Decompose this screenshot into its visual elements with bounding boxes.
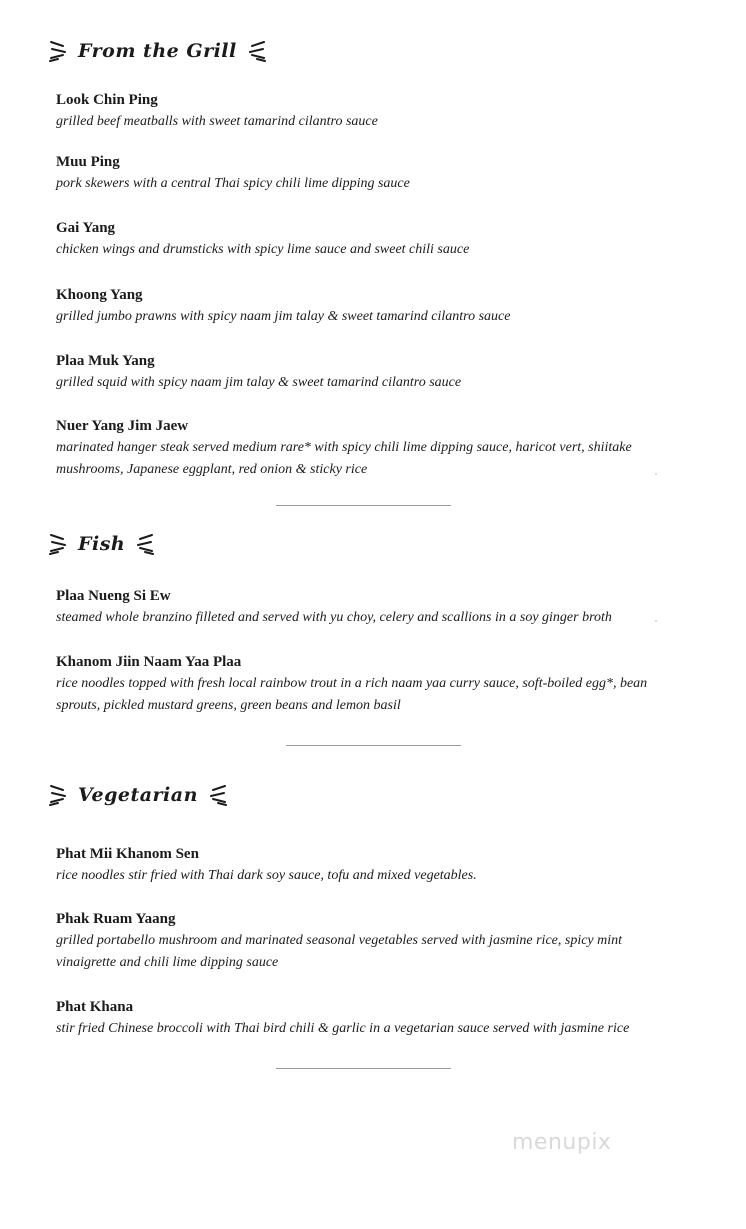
menu-item: [56, 218, 676, 261]
item-name: Muu Ping: [56, 154, 120, 170]
menu-item: [56, 844, 676, 887]
section-title-text: From the Grill: [78, 40, 237, 62]
item-name: Plaa Nueng Si Ew: [56, 588, 171, 604]
left-flourish-icon: [48, 781, 68, 809]
section-divider: [276, 1068, 451, 1069]
section-title-fish: [48, 527, 155, 561]
left-flourish-icon: [48, 37, 68, 65]
item-name: Phak Ruam Yaang: [56, 911, 176, 927]
section-title-text: Vegetarian: [78, 784, 198, 806]
item-name: Khoong Yang: [56, 287, 143, 303]
menu-item: [56, 909, 676, 974]
scan-speck: [655, 620, 657, 622]
item-description: grilled squid with spicy naam jim talay & sweet tamarind cilantro sauce: [56, 375, 462, 390]
item-name: Gai Yang: [56, 220, 116, 236]
item-name: Phat Mii Khanom Sen: [56, 846, 199, 862]
left-flourish-icon: [48, 530, 68, 558]
item-description: grilled jumbo prawns with spicy naam jim talay & sweet tamarind cilantro sauce: [56, 309, 511, 324]
section-title-text: Fish: [78, 533, 126, 555]
menu-item: [56, 652, 676, 717]
item-description: rice noodles topped with fresh local rainbow trout in a rich naam yaa curry sauce, soft-boiled egg*, bean sprouts, pickled mustard greens, green beans and lemon basil: [56, 676, 648, 713]
menu-item: [56, 416, 676, 481]
item-name: Phat Khana: [56, 999, 134, 1015]
item-name: Plaa Muk Yang: [56, 353, 155, 369]
menu-item: [56, 90, 676, 133]
item-description: grilled portabello mushroom and marinated seasonal vegetables served with jasmine rice, spicy mint vinaigrette and chili lime dipping sauce: [56, 933, 623, 970]
item-description: stir fried Chinese broccoli with Thai bird chili & garlic in a vegetarian sauce served with jasmine rice: [56, 1021, 630, 1036]
item-name: Look Chin Ping: [56, 92, 158, 108]
section-divider: [286, 745, 461, 746]
watermark-logo: menupix: [512, 1130, 612, 1155]
right-flourish-icon: [208, 781, 228, 809]
right-flourish-icon: [135, 530, 155, 558]
menu-item: [56, 586, 676, 629]
menu-item: [56, 152, 676, 195]
item-description: marinated hanger steak served medium rare* with spicy chili lime dipping sauce, haricot vert, shiitake mushrooms, Japanese eggplant, red onion & sticky rice: [56, 440, 632, 477]
item-name: Nuer Yang Jim Jaew: [56, 418, 189, 434]
scan-speck: [655, 473, 657, 475]
menu-item: [56, 997, 676, 1040]
item-name: Khanom Jiin Naam Yaa Plaa: [56, 654, 242, 670]
menu-item: [56, 285, 676, 328]
item-description: steamed whole branzino filleted and served with yu choy, celery and scallions in a soy ginger broth: [56, 610, 612, 625]
menu-item: [56, 351, 676, 394]
item-description: rice noodles stir fried with Thai dark soy sauce, tofu and mixed vegetables.: [56, 868, 477, 883]
item-description: pork skewers with a central Thai spicy chili lime dipping sauce: [56, 176, 410, 191]
item-description: chicken wings and drumsticks with spicy lime sauce and sweet chili sauce: [56, 242, 470, 257]
item-description: grilled beef meatballs with sweet tamarind cilantro sauce: [56, 114, 378, 129]
section-divider: [276, 505, 451, 506]
right-flourish-icon: [247, 37, 267, 65]
section-title-grill: [48, 34, 267, 68]
section-title-vegetarian: [48, 778, 228, 812]
